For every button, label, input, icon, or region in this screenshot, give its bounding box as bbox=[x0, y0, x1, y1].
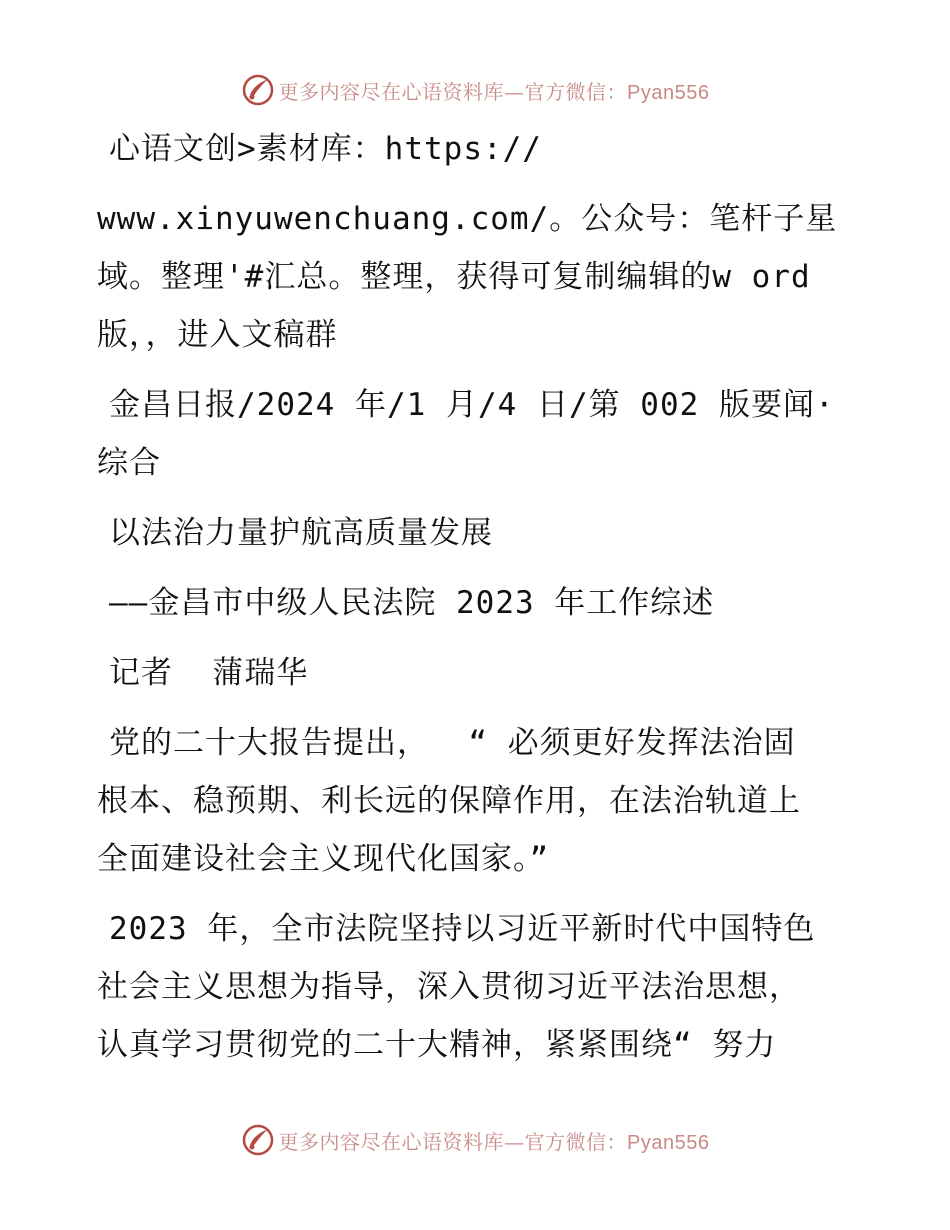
body-paragraph: 党的二十大报告提出， “ 必须更好发挥法治固 根本、稳预期、利长远的保障作用，在法治轨道上 全面建设社会主义现代化国家。” bbox=[97, 725, 801, 877]
header-watermark bbox=[0, 70, 950, 110]
brush-logo-icon bbox=[241, 1123, 275, 1157]
brush-logo-icon bbox=[241, 73, 275, 107]
watermark-text: 更多内容尽在心语资料库—官方微信：Pyan556 bbox=[278, 1129, 710, 1154]
article-title: 以法治力量护航高质量发展 bbox=[109, 515, 493, 551]
paragraph-source-info: www.xinyuwenchuang.com/。公众号：笔杆子星 域。整理'#汇总。整理，获得可复制编辑的w ord 版，，进入文稿群 bbox=[97, 201, 838, 353]
body-paragraph: 2023 年，全市法院坚持以习近平新时代中国特色 社会主义思想为指导，深入贯彻习近平法治思想， 认真学习贯彻党的二十大精神，紧紧围绕“ 努力 bbox=[97, 911, 816, 1063]
document-body bbox=[97, 120, 857, 1086]
paragraph-publication: 金昌日报/2024 年/1 月/4 日/第 002 版要闻· 综合 bbox=[97, 387, 835, 481]
watermark-text: 更多内容尽在心语资料库—官方微信：Pyan556 bbox=[278, 79, 710, 104]
paragraph-source-link: 心语文创>素材库：https:// bbox=[109, 131, 542, 167]
article-byline: 记者 蒲瑞华 bbox=[109, 655, 309, 691]
article-subtitle: ——金昌市中级人民法院 2023 年工作综述 bbox=[109, 585, 715, 621]
footer-watermark bbox=[0, 1120, 950, 1160]
